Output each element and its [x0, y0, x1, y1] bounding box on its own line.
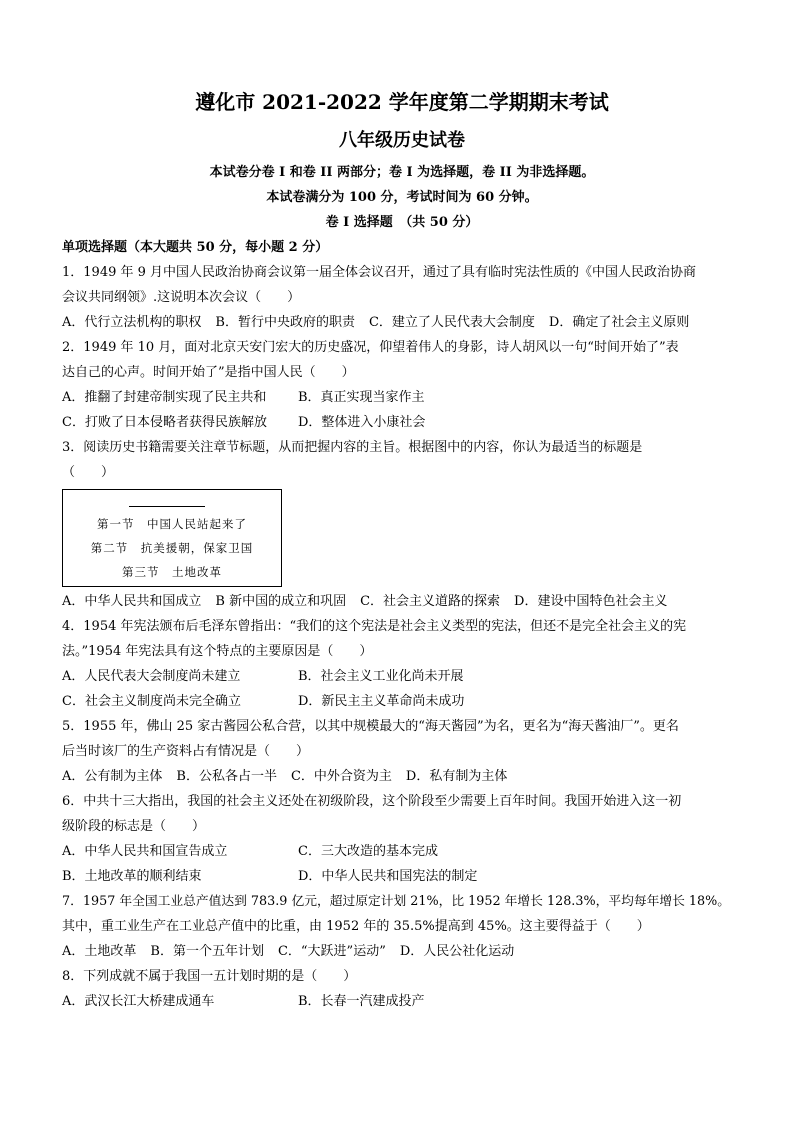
option-c[interactable]: C．社会主义制度尚未完全确立: [62, 694, 241, 709]
exam-note-score: 本试卷满分为 100 分，考试时间为 60 分钟。: [266, 190, 538, 205]
question-stem-line: 法。”1954 年宪法具有这个特点的主要原因是（ ）: [62, 644, 373, 659]
option-b[interactable]: B．公私各占一半: [176, 769, 277, 784]
option-row: [62, 410, 742, 435]
option-c[interactable]: C．建立了人民代表大会制度: [368, 315, 535, 330]
question-2: [62, 335, 742, 435]
option-d[interactable]: D．中华人民共和国宪法的制定: [298, 869, 478, 884]
chapter-item: 第一节 中国人民站起来了: [97, 517, 247, 531]
option-a[interactable]: A．代行立法机构的职权: [62, 315, 202, 330]
question-8: [62, 964, 742, 1014]
question-stem-line: 7．1957 年全国工业总产值达到 783.9 亿元，超过原定计划 21%，比 1952 年增长 128.3%，平均每年增长 18%。: [62, 894, 730, 909]
option-d[interactable]: D．建设中国特色社会主义: [514, 594, 668, 609]
question-stem-line: 3．阅读历史书籍需要关注章节标题，从而把握内容的主旨。根据图中的内容，你认为最适当的标题是: [62, 440, 643, 455]
section-title: 单项选择题（本大题共 50 分，每小题 2 分）: [62, 240, 329, 255]
option-a[interactable]: A．公有制为主体: [62, 769, 163, 784]
question-stem-line: 会议共同纲领》.这说明本次会议（ ）: [62, 290, 301, 305]
option-d[interactable]: D．人民公社化运动: [399, 944, 515, 959]
option-c[interactable]: C．中外合资为主: [290, 769, 392, 784]
option-row: [62, 939, 742, 964]
option-d[interactable]: D．确定了社会主义原则: [548, 315, 690, 330]
question-stem-line: 5．1955 年，佛山 25 家古酱园公私合营，以其中规模最大的“海天酱园”为名，更名为“海天酱油厂”。更名: [62, 719, 679, 734]
option-a[interactable]: A．中华人民共和国宣告成立: [62, 844, 228, 859]
option-a[interactable]: A．武汉长江大桥建成通车: [62, 994, 215, 1009]
option-row: [62, 764, 742, 789]
option-row: [62, 839, 742, 864]
option-c[interactable]: C．打败了日本侵略者获得民族解放: [62, 415, 267, 430]
option-b[interactable]: B．第一个五年计划: [150, 944, 264, 959]
option-a[interactable]: A．人民代表大会制度尚未建立: [62, 669, 241, 684]
option-b[interactable]: B．长春一汽建成投产: [298, 994, 425, 1009]
question-1: [62, 260, 742, 335]
option-row: [62, 589, 742, 614]
exam-page: [62, 88, 742, 1014]
question-stem-line: （ ）: [62, 465, 115, 480]
question-3: [62, 435, 742, 614]
option-a[interactable]: A．土地改革: [62, 944, 137, 959]
option-b[interactable]: B 新中国的成立和巩固: [215, 594, 347, 609]
option-b[interactable]: B．土地改革的顺利结束: [62, 869, 202, 884]
exam-note-structure: 本试卷分卷 I 和卷 II 两部分；卷 I 为选择题，卷 II 为非选择题。: [209, 165, 595, 180]
option-b[interactable]: B．社会主义工业化尚未开展: [298, 669, 464, 684]
option-d[interactable]: D．私有制为主体: [405, 769, 508, 784]
option-a[interactable]: A．中华人民共和国成立: [62, 594, 202, 609]
option-row: [62, 310, 742, 335]
chapter-item: 第二节 抗美援朝，保家卫国: [90, 541, 254, 555]
question-stem-line: 2．1949 年 10 月，面对北京天安门宏大的历史盛况，仰望着伟人的身影，诗人胡风以一句“时间开始了”表: [62, 340, 679, 355]
option-d[interactable]: D．整体进入小康社会: [298, 415, 426, 430]
question-stem-line: 达自己的心声。时间开始了”是指中国人民（ ）: [62, 365, 355, 380]
option-row: [62, 989, 742, 1014]
question-5: [62, 714, 742, 789]
question-stem-line: 6．中共十三大指出，我国的社会主义还处在初级阶段，这个阶段至少需要上百年时间。我国开始进入这一初: [62, 794, 682, 809]
question-6: [62, 789, 742, 889]
chapter-figure: [62, 489, 282, 587]
question-stem-line: 8．下列成就不属于我国一五计划时期的是（ ）: [62, 969, 357, 984]
question-stem-line: 1．1949 年 9 月中国人民政治协商会议第一届全体会议召开，通过了具有临时宪法性质的《中国人民政治协商: [62, 265, 697, 280]
question-stem-line: 其中，重工业生产在工业总产值中的比重，由 1952 年的 35.5%提高到 45%。这主要得益于（ ）: [62, 919, 650, 934]
option-row: [62, 385, 742, 410]
figure-rule: [129, 506, 205, 507]
option-b[interactable]: B．暂行中央政府的职责: [215, 315, 355, 330]
chapter-item: 第三节 土地改革: [122, 565, 222, 579]
question-stem-line: 级阶段的标志是（ ）: [62, 819, 206, 834]
question-stem-line: 后当时该厂的生产资料占有情况是（ ）: [62, 744, 310, 759]
option-a[interactable]: A．推翻了封建帝制实现了民主共和: [62, 390, 267, 405]
option-c[interactable]: C．社会主义道路的探索: [360, 594, 501, 609]
option-b[interactable]: B．真正实现当家作主: [298, 390, 425, 405]
exam-subtitle: 八年级历史试卷: [339, 130, 465, 151]
option-d[interactable]: D．新民主主义革命尚未成功: [298, 694, 465, 709]
question-7: [62, 889, 742, 964]
option-c[interactable]: C．三大改造的基本完成: [298, 844, 438, 859]
option-c[interactable]: C．“大跃进”运动”: [277, 944, 386, 959]
option-row: [62, 864, 742, 889]
question-stem-line: 4．1954 年宪法颁布后毛泽东曾指出：“我们的这个宪法是社会主义类型的宪法，但还不是完全社会主义的宪: [62, 619, 687, 634]
option-row: [62, 664, 742, 689]
part-one-heading: 卷 I 选择题 （共 50 分）: [325, 215, 479, 230]
exam-title: 遵化市 2021-2022 学年度第二学期期末考试: [195, 90, 609, 114]
question-4: [62, 614, 742, 714]
option-row: [62, 689, 742, 714]
